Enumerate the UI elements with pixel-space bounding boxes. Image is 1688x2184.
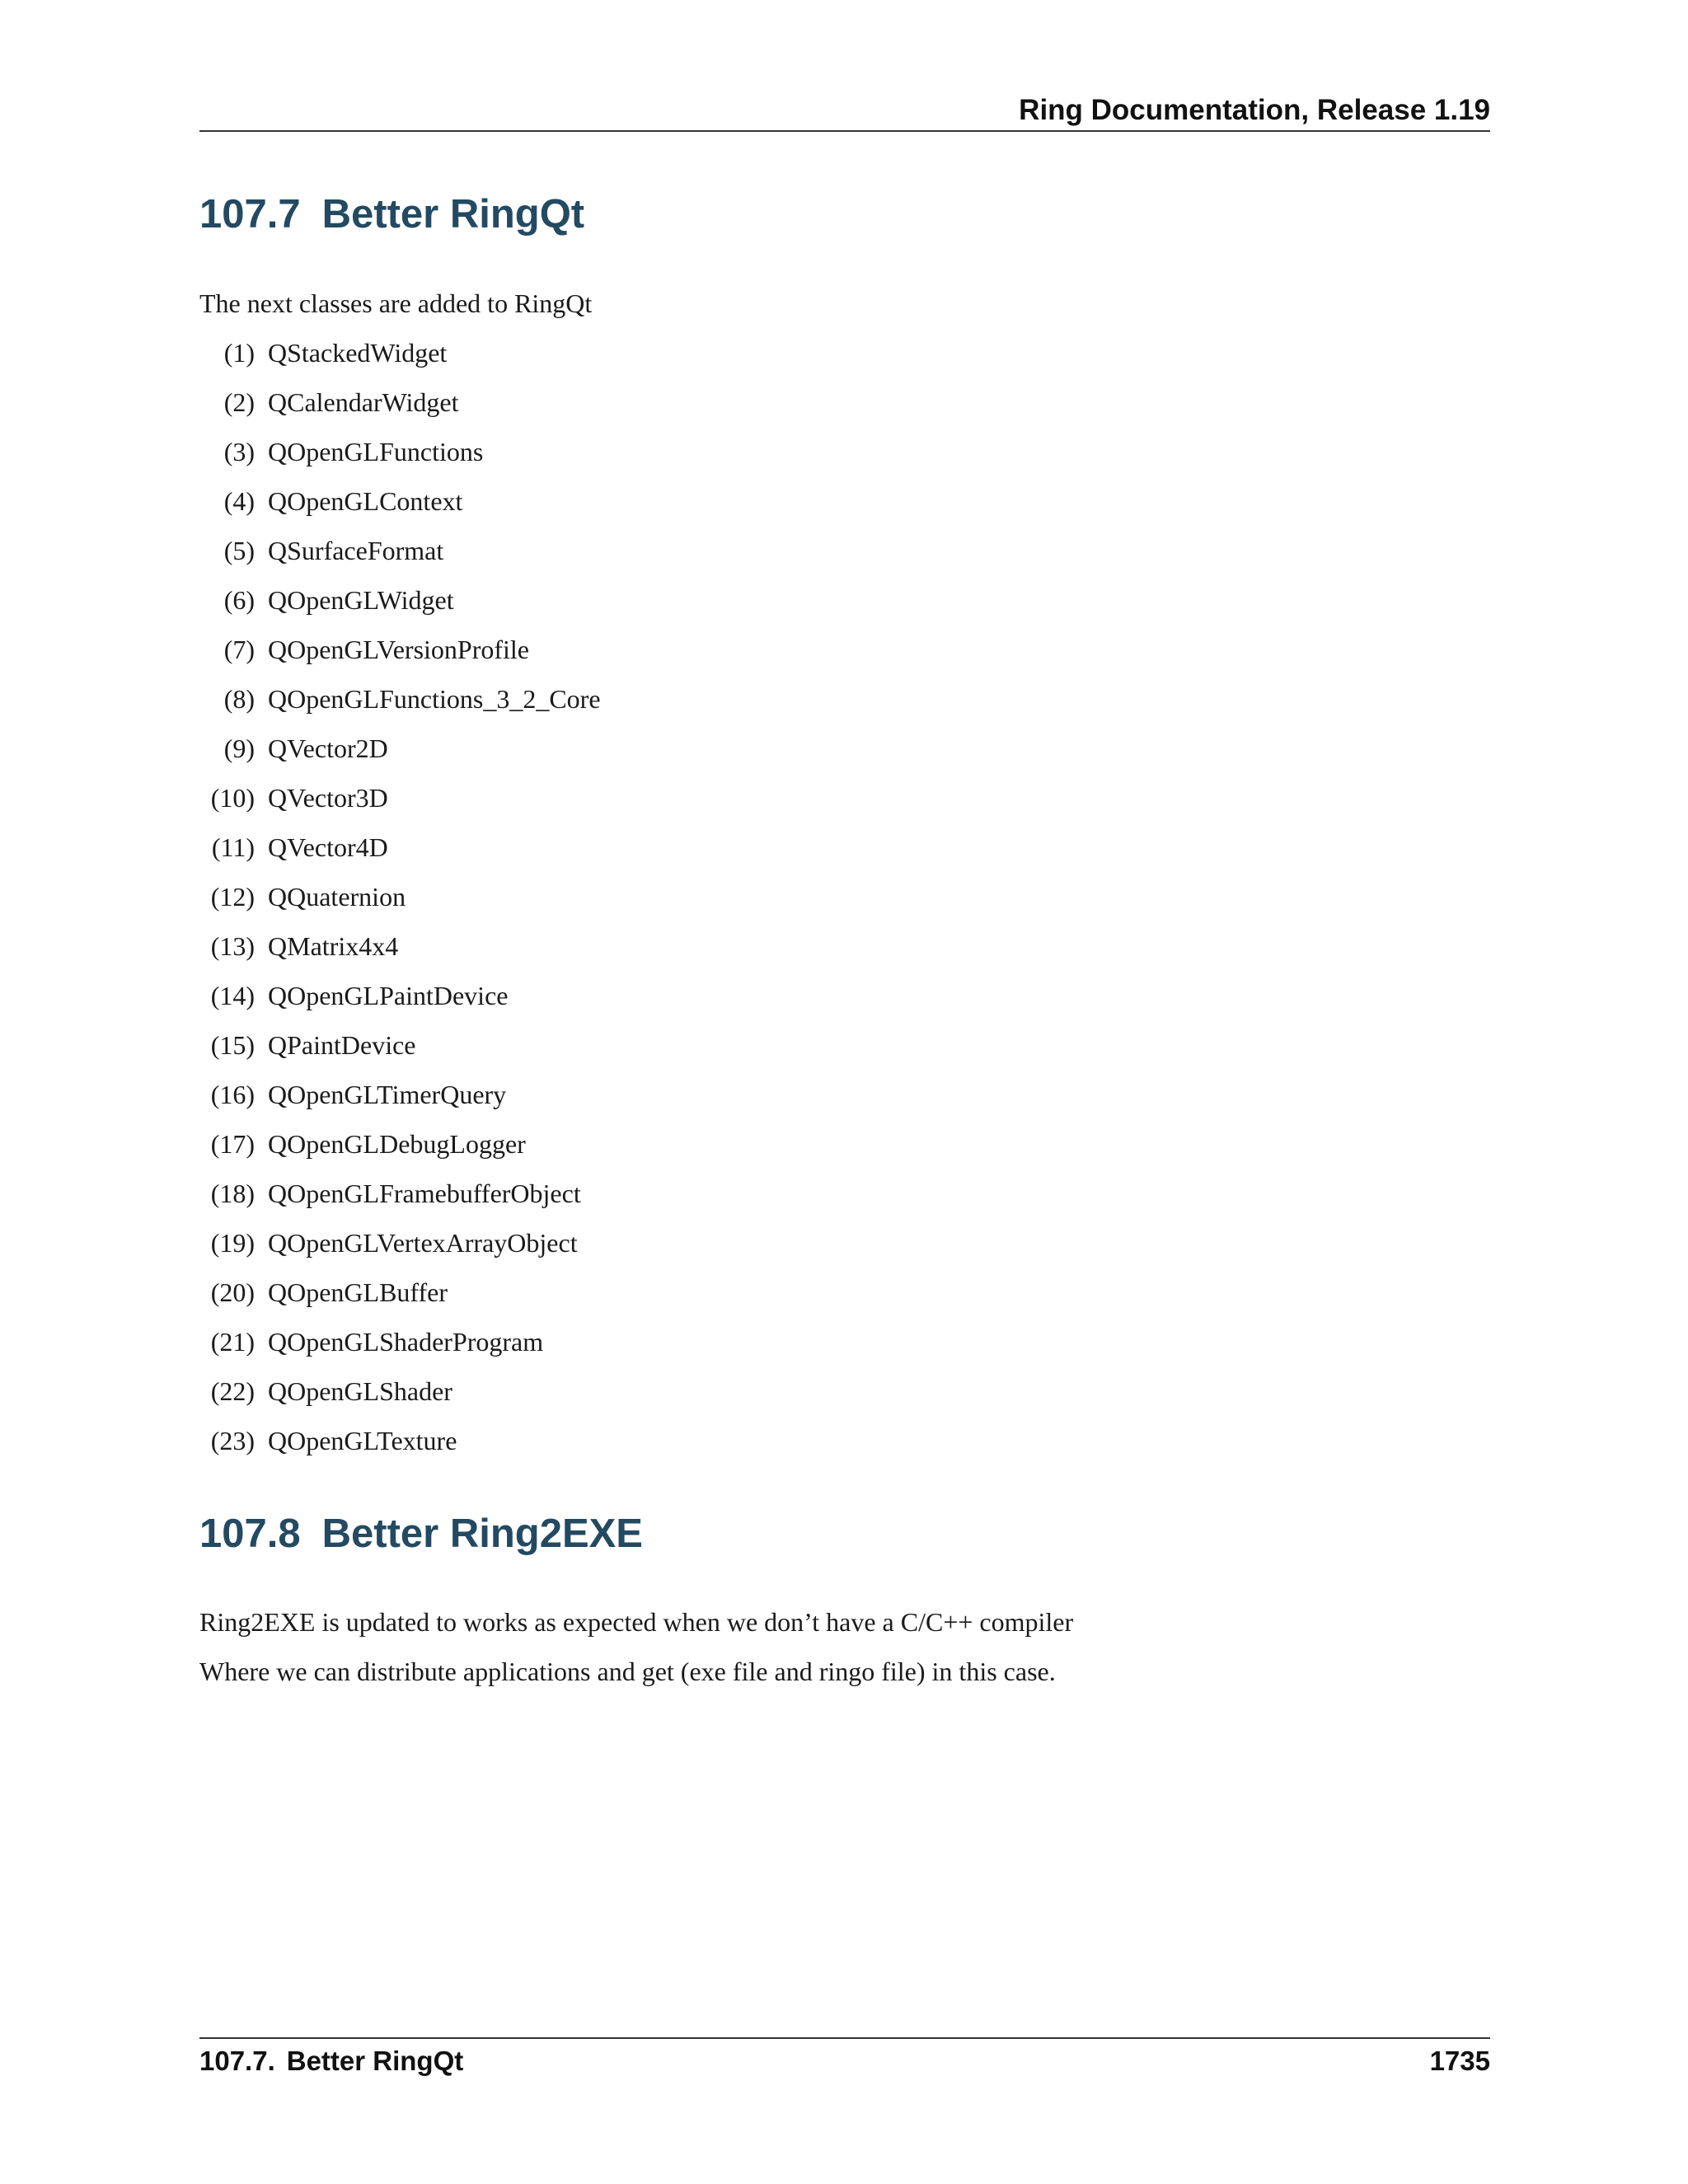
list-item-text: QOpenGLShaderProgram [268,1327,544,1357]
list-item [199,1375,601,1424]
list-item-text: QVector3D [268,783,388,813]
list-item [199,583,601,633]
page-footer [199,2037,1490,2077]
list-item-index: (17) [210,1129,255,1159]
list-item-text: QSurfaceFormat [268,536,444,565]
section-number: 107.7 [199,192,301,237]
list-item-index: (18) [210,1179,255,1208]
list-item-text: QOpenGLFunctions_3_2_Core [268,684,601,714]
list-item-text: QOpenGLTimerQuery [268,1080,507,1109]
list-item [199,633,601,682]
list-item [199,732,601,781]
footer-section-title: Better RingQt [286,2046,464,2076]
list-item-text: QOpenGLWidget [268,585,454,615]
list-item-text: QOpenGLBuffer [268,1277,448,1307]
list-item-index: (19) [210,1228,255,1258]
list-item [199,1177,601,1226]
paragraph-ring2exe-distribute: Where we can distribute applications and get (exe file and ringo file) in this case. [199,1657,1056,1686]
list-item [199,781,601,831]
list-item-text: QOpenGLPaintDevice [268,981,509,1010]
list-item [199,1127,601,1177]
list-item [199,880,601,930]
list-item-index: (4) [223,486,255,516]
list-item-text: QOpenGLTexture [268,1426,457,1455]
list-item-text: QCalendarWidget [268,387,459,417]
list-item-text: QOpenGLContext [268,486,463,516]
list-item-index: (9) [223,733,255,763]
paragraph-ring2exe-update: Ring2EXE is updated to works as expected when we don’t have a C/C++ compiler [199,1607,1074,1637]
list-item-index: (7) [223,635,255,664]
section-title: Better Ring2EXE [321,1511,643,1556]
section-number: 107.8 [199,1511,301,1556]
list-item-text: QPaintDevice [268,1030,416,1060]
list-item-index: (10) [210,783,255,813]
list-item [199,1226,601,1276]
section-heading-better-ringqt [199,191,584,237]
list-item-index: (8) [223,684,255,714]
list-item [199,485,601,534]
list-item [199,386,601,435]
list-item-text: QQuaternion [268,882,406,912]
footer-section-number: 107.7. [199,2046,275,2076]
list-item-text: QMatrix4x4 [268,931,399,961]
list-item-text: QOpenGLShader [268,1376,452,1406]
section-title: Better RingQt [321,192,585,237]
list-item-index: (3) [223,437,255,466]
list-item [199,336,601,386]
list-item-index: (21) [210,1327,255,1357]
list-item-index: (2) [223,387,255,417]
running-title: Ring Documentation, Release 1.19 [1019,94,1490,126]
list-item-text: QOpenGLDebugLogger [268,1129,526,1159]
list-item [199,534,601,583]
list-item [199,1276,601,1325]
list-item-index: (13) [210,931,255,961]
list-item-index: (22) [210,1376,255,1406]
list-item-text: QOpenGLFramebufferObject [268,1179,581,1208]
list-item-index: (11) [211,832,255,862]
list-item [199,1325,601,1375]
list-item-index: (23) [210,1426,255,1455]
list-item-index: (20) [210,1277,255,1307]
section-heading-better-ring2exe [199,1511,643,1557]
list-item-index: (16) [210,1080,255,1109]
list-item-text: QVector4D [268,832,388,862]
section-intro: The next classes are added to RingQt [199,288,593,318]
list-item-text: QOpenGLVertexArrayObject [268,1228,578,1258]
list-item-text: QVector2D [268,733,388,763]
list-item [199,682,601,732]
list-item-index: (5) [223,536,255,565]
class-list [199,336,601,1474]
list-item-text: QOpenGLFunctions [268,437,484,466]
list-item-index: (14) [210,981,255,1010]
list-item-index: (1) [223,338,255,368]
list-item [199,930,601,979]
list-item [199,831,601,880]
page-header [199,91,1490,132]
list-item-index: (6) [223,585,255,615]
list-item [199,435,601,485]
footer-section [199,2046,463,2077]
list-item [199,1424,601,1474]
list-item [199,1078,601,1127]
list-item-text: QOpenGLVersionProfile [268,635,529,664]
list-item-text: QStackedWidget [268,338,448,368]
list-item-index: (12) [210,882,255,912]
list-item [199,979,601,1029]
page-number: 1735 [1429,2046,1490,2076]
list-item [199,1029,601,1078]
list-item-index: (15) [210,1030,255,1060]
